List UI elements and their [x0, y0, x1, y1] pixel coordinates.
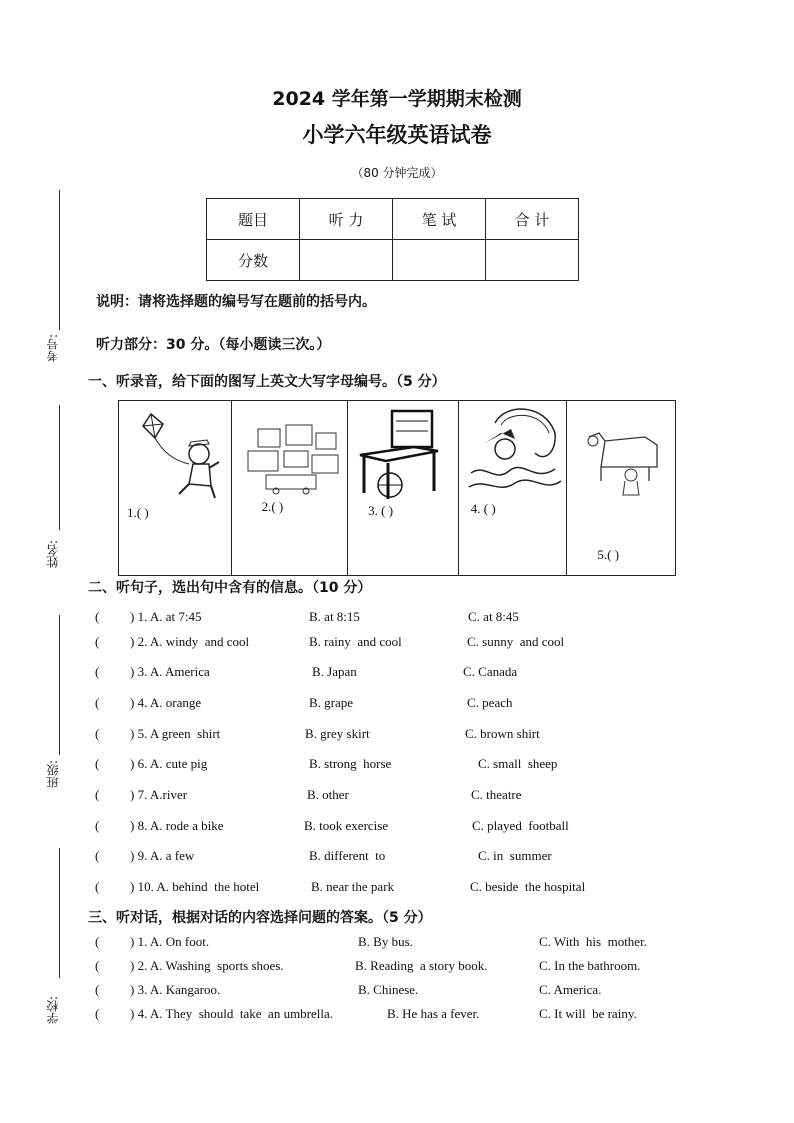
- option-c: C. brown shirt: [465, 726, 540, 741]
- answer-bracket[interactable]: (: [95, 756, 100, 771]
- answer-bracket[interactable]: (: [95, 695, 100, 710]
- answer-bracket[interactable]: (: [95, 609, 100, 624]
- option-c: C. America.: [539, 982, 602, 997]
- instruction: 说明：请将选择题的编号写在题前的括号内。: [96, 294, 376, 310]
- option-c: C. beside the hospital: [470, 879, 586, 894]
- option-c: C. In the bathroom.: [539, 958, 641, 973]
- option-a: ) 2. A. windy and cool: [130, 634, 250, 649]
- exam-title: 2024 学年第一学期期末检测: [272, 88, 522, 110]
- option-c: C. sunny and cool: [467, 634, 565, 649]
- answer-bracket[interactable]: (: [95, 1006, 100, 1021]
- score-cell-total[interactable]: [486, 240, 579, 281]
- score-header-subject: 题目: [207, 199, 300, 240]
- answer-bracket[interactable]: (: [95, 787, 100, 802]
- section2-title: 二、听句子，选出句中含有的信息。（10 分）: [88, 580, 372, 596]
- option-c: C. It will be rainy.: [539, 1006, 637, 1021]
- score-header-total: 合 计: [486, 199, 579, 240]
- time-note: （80 分钟完成）: [351, 166, 443, 180]
- option-b: B. Chinese.: [358, 982, 419, 997]
- section3-title: 三、听对话，根据对话的内容选择问题的答案。（5 分）: [88, 910, 432, 926]
- picture-cell-5: [567, 401, 675, 575]
- option-b: B. Reading a story book.: [355, 958, 488, 973]
- answer-bracket[interactable]: (: [95, 818, 100, 833]
- picture-label-2: 2.( ): [261, 499, 284, 514]
- option-b: B. at 8:15: [309, 609, 360, 624]
- answer-bracket[interactable]: (: [95, 982, 100, 997]
- option-a: ) 7. A.river: [130, 787, 188, 802]
- option-b: B. different to: [309, 848, 386, 863]
- chair-icon: [354, 407, 444, 502]
- swimmer-wave-icon: [465, 403, 565, 498]
- option-c: C. peach: [467, 695, 513, 710]
- margin-line: [59, 848, 60, 978]
- option-a: ) 10. A. behind the hotel: [130, 879, 260, 894]
- label-school: 学校:: [46, 996, 60, 1025]
- option-a: ) 4. A. They should take an umbrella.: [130, 1006, 334, 1021]
- margin-line: [59, 405, 60, 530]
- option-a: ) 9. A. a few: [130, 848, 195, 863]
- option-a: ) 1. A. at 7:45: [130, 609, 202, 624]
- option-c: C. played football: [472, 818, 569, 833]
- option-c: C. With his mother.: [539, 934, 647, 949]
- option-b: B. He has a fever.: [387, 1006, 480, 1021]
- answer-bracket[interactable]: (: [95, 934, 100, 949]
- picture-label-3: 3. ( ): [368, 503, 394, 518]
- town-icon: [240, 421, 345, 501]
- exam-subtitle: 小学六年级英语试卷: [302, 123, 492, 147]
- option-a: ) 1. A. On foot.: [130, 934, 210, 949]
- label-class: 班级:: [46, 760, 60, 789]
- option-a: ) 5. A green shirt: [130, 726, 221, 741]
- answer-bracket[interactable]: (: [95, 726, 100, 741]
- answer-bracket[interactable]: (: [95, 958, 100, 973]
- option-a: ) 2. A. Washing sports shoes.: [130, 958, 284, 973]
- picture-cell-2: [232, 401, 349, 575]
- option-b: B. Japan: [312, 664, 357, 679]
- option-c: C. at 8:45: [468, 609, 519, 624]
- answer-bracket[interactable]: (: [95, 664, 100, 679]
- section1-title: 一、听录音，给下面的图写上英文大写字母编号。（5 分）: [88, 374, 446, 390]
- option-b: B. By bus.: [358, 934, 413, 949]
- option-b: B. grape: [309, 695, 354, 710]
- label-exam-no: 考号:: [46, 334, 60, 363]
- answer-bracket[interactable]: (: [95, 634, 100, 649]
- option-c: C. in summer: [478, 848, 552, 863]
- option-b: B. near the park: [311, 879, 395, 894]
- picture-grid: [118, 400, 676, 576]
- picture-cell-4: [459, 401, 568, 575]
- option-b: B. strong horse: [309, 756, 392, 771]
- answer-bracket[interactable]: (: [95, 848, 100, 863]
- option-a: ) 8. A. rode a bike: [130, 818, 224, 833]
- score-cell-writing[interactable]: [393, 240, 486, 281]
- margin-line: [59, 190, 60, 330]
- answer-bracket[interactable]: (: [95, 879, 100, 894]
- picture-label-4: 4. ( ): [470, 501, 496, 516]
- listening-intro: 听力部分：30 分。（每小题读三次。）: [96, 337, 331, 353]
- score-cell-listening[interactable]: [300, 240, 393, 281]
- option-a: ) 3. A. Kangaroo.: [130, 982, 221, 997]
- label-name: 姓名:: [46, 540, 60, 569]
- boy-kite-icon: [129, 406, 229, 501]
- option-c: C. theatre: [471, 787, 522, 802]
- picture-label-1: 1.( ): [127, 505, 149, 520]
- option-b: B. rainy and cool: [309, 634, 402, 649]
- score-header-listening: 听 力: [300, 199, 393, 240]
- cow-farmer-icon: [579, 423, 669, 498]
- option-a: ) 6. A. cute pig: [130, 756, 208, 771]
- option-c: C. small sheep: [478, 756, 558, 771]
- option-b: B. grey skirt: [305, 726, 370, 741]
- option-a: ) 4. A. orange: [130, 695, 202, 710]
- option-a: ) 3. A. America: [130, 664, 210, 679]
- picture-label-5: 5.( ): [597, 547, 620, 562]
- score-header-writing: 笔 试: [393, 199, 486, 240]
- score-row-label: 分数: [207, 240, 300, 281]
- option-b: B. took exercise: [304, 818, 389, 833]
- option-c: C. Canada: [463, 664, 518, 679]
- picture-cell-3: [348, 401, 459, 575]
- margin-line: [59, 615, 60, 755]
- score-table: [206, 198, 579, 281]
- option-b: B. other: [307, 787, 349, 802]
- picture-cell-1: [119, 401, 232, 575]
